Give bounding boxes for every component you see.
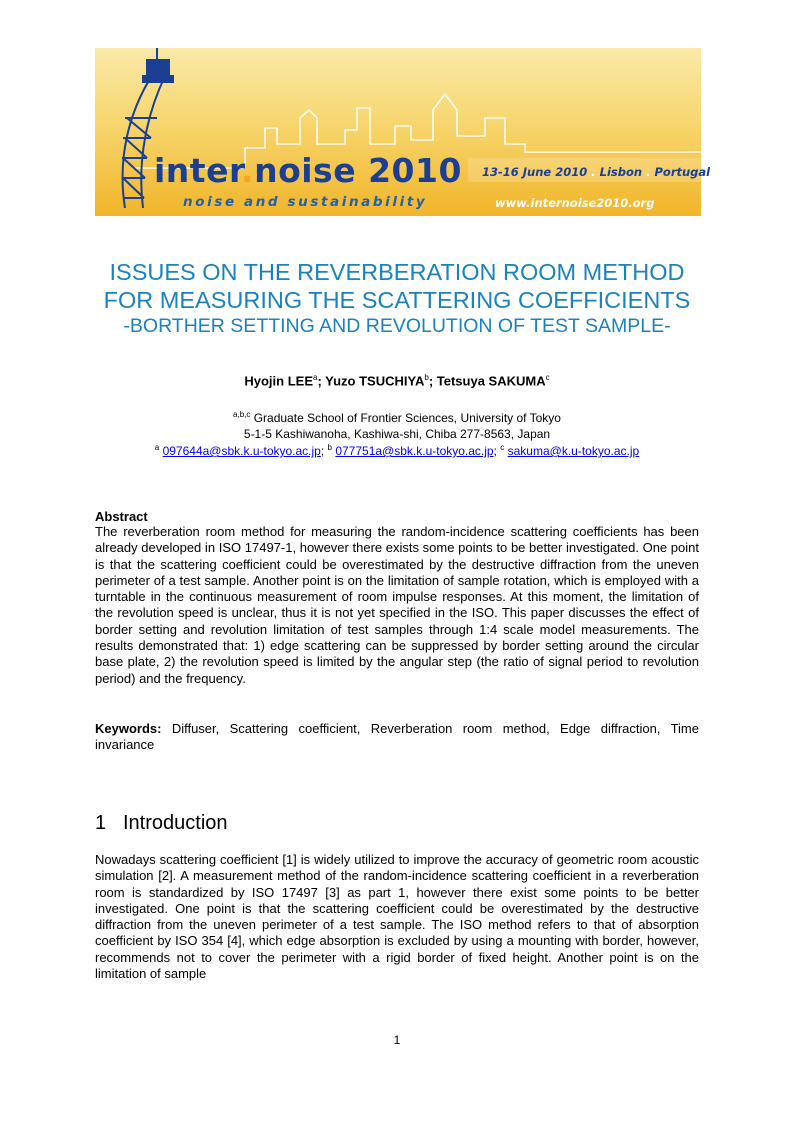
author-name: ; Yuzo TSUCHIYA	[317, 373, 425, 389]
author-name: Hyojin LEE	[244, 373, 313, 389]
keywords	[95, 721, 699, 754]
conference-dates: 13-16 June 2010	[482, 165, 588, 179]
sep-dot-1: .	[591, 165, 596, 179]
section-title: Introduction	[123, 812, 228, 834]
sep-dot-2: .	[646, 165, 651, 179]
author-list	[60, 373, 734, 388]
section-number: 1	[95, 812, 107, 834]
conference-date-place	[482, 165, 710, 179]
conference-banner	[95, 48, 711, 216]
paper-title-line2: FOR MEASURING THE SCATTERING COEFFICIENTS	[103, 287, 691, 313]
brand-dot: .	[241, 151, 255, 190]
section-heading	[95, 812, 228, 835]
keywords-label: Keywords:	[95, 721, 162, 736]
institution-text: Graduate School of Frontier Sciences, University of Tokyo	[253, 411, 561, 425]
conference-logo-text	[154, 151, 462, 190]
conference-url: www.internoise2010.org	[495, 196, 655, 210]
email-sup: b	[327, 443, 332, 452]
author-sup: a	[313, 373, 318, 382]
affiliation-emails	[60, 443, 734, 458]
conference-tagline: noise and sustainability	[183, 194, 428, 210]
page-number: 1	[393, 1033, 401, 1047]
email-sup: a	[154, 443, 160, 452]
brand-part2: noise 2010	[254, 151, 462, 190]
paper-subtitle: -BORTHER SETTING AND REVOLUTION OF TEST SAMPLE-	[123, 315, 671, 337]
paper-title-line1: ISSUES ON THE REVERBERATION ROOM METHOD	[109, 259, 685, 285]
conference-city: Lisbon	[599, 165, 643, 179]
abstract-text: The reverberation room method for measuring the random-incidence scattering coefficients has been already developed in ISO 17497-1, however there exists some points to be better investigated. One point is that the scattering coefficient could be overestimated by the destructive diffraction from the uneven perimeter of a test sample. Another point is on the limitation of sample rotation, which is employed with a turntable in the continuous measurement of room impulse responses. At this moment, the limitation of the revolution speed is unclear, thus it is not yet specified in the ISO. This paper discusses the effect of border setting and revolution limitation of test samples through 1:4 scale model measurements. The results demonstrated that: 1) edge scattering can be suppressed by border setting around the circular base plate, 2) the revolution speed is limited by the angular step (the ratio of signal period to revolution period) and the frequency.	[95, 524, 699, 686]
lisbon-skyline-illustration	[95, 48, 701, 216]
email-link-lee[interactable]: 097644a@sbk.k.u-tokyo.ac.jp	[162, 444, 321, 458]
conference-country: Portugal	[654, 165, 711, 179]
email-separator: ;	[320, 444, 328, 458]
brand-part1: inter	[154, 151, 242, 190]
affiliation-address: 5-1-5 Kashiwanoha, Kashiwa-shi, Chiba 277-8563, Japan	[243, 427, 551, 441]
email-separator: ;	[493, 444, 501, 458]
author-sup: b	[424, 373, 429, 382]
affiliation-sup: a,b,c	[233, 410, 251, 419]
email-link-tsuchiya[interactable]: 077751a@sbk.k.u-tokyo.ac.jp	[335, 444, 494, 458]
author-name: ; Tetsuya SAKUMA	[428, 373, 546, 389]
author-sup: c	[545, 373, 550, 382]
abstract-heading: Abstract	[95, 509, 148, 524]
keywords-text: Diffuser, Scattering coefficient, Reverberation room method, Edge diffraction, Time invariance	[95, 721, 699, 753]
affiliation-institution	[60, 410, 734, 425]
introduction-text: Nowadays scattering coefficient [1] is widely utilized to improve the accuracy of geometric room acoustic simulation [2]. A measurement method of the random-incidence scattering coefficient in a reverberation room is standardized by ISO 17497 [3] as part 1, however there exist some points to be better investigated. One point is that the scattering coefficient could be overestimated by the destructive diffraction from the uneven perimeter of a test sample. The ISO method refers to that of absorption coefficient by ISO 354 [4], which edge absorption is excluded by using a mounting with border, however, recommends not to cover the perimeter with a rigid border of fixed height. Another point is on the limitation of sample	[95, 852, 699, 982]
email-sup: c	[500, 443, 505, 452]
email-link-sakuma[interactable]: sakuma@k.u-tokyo.ac.jp	[507, 444, 640, 458]
